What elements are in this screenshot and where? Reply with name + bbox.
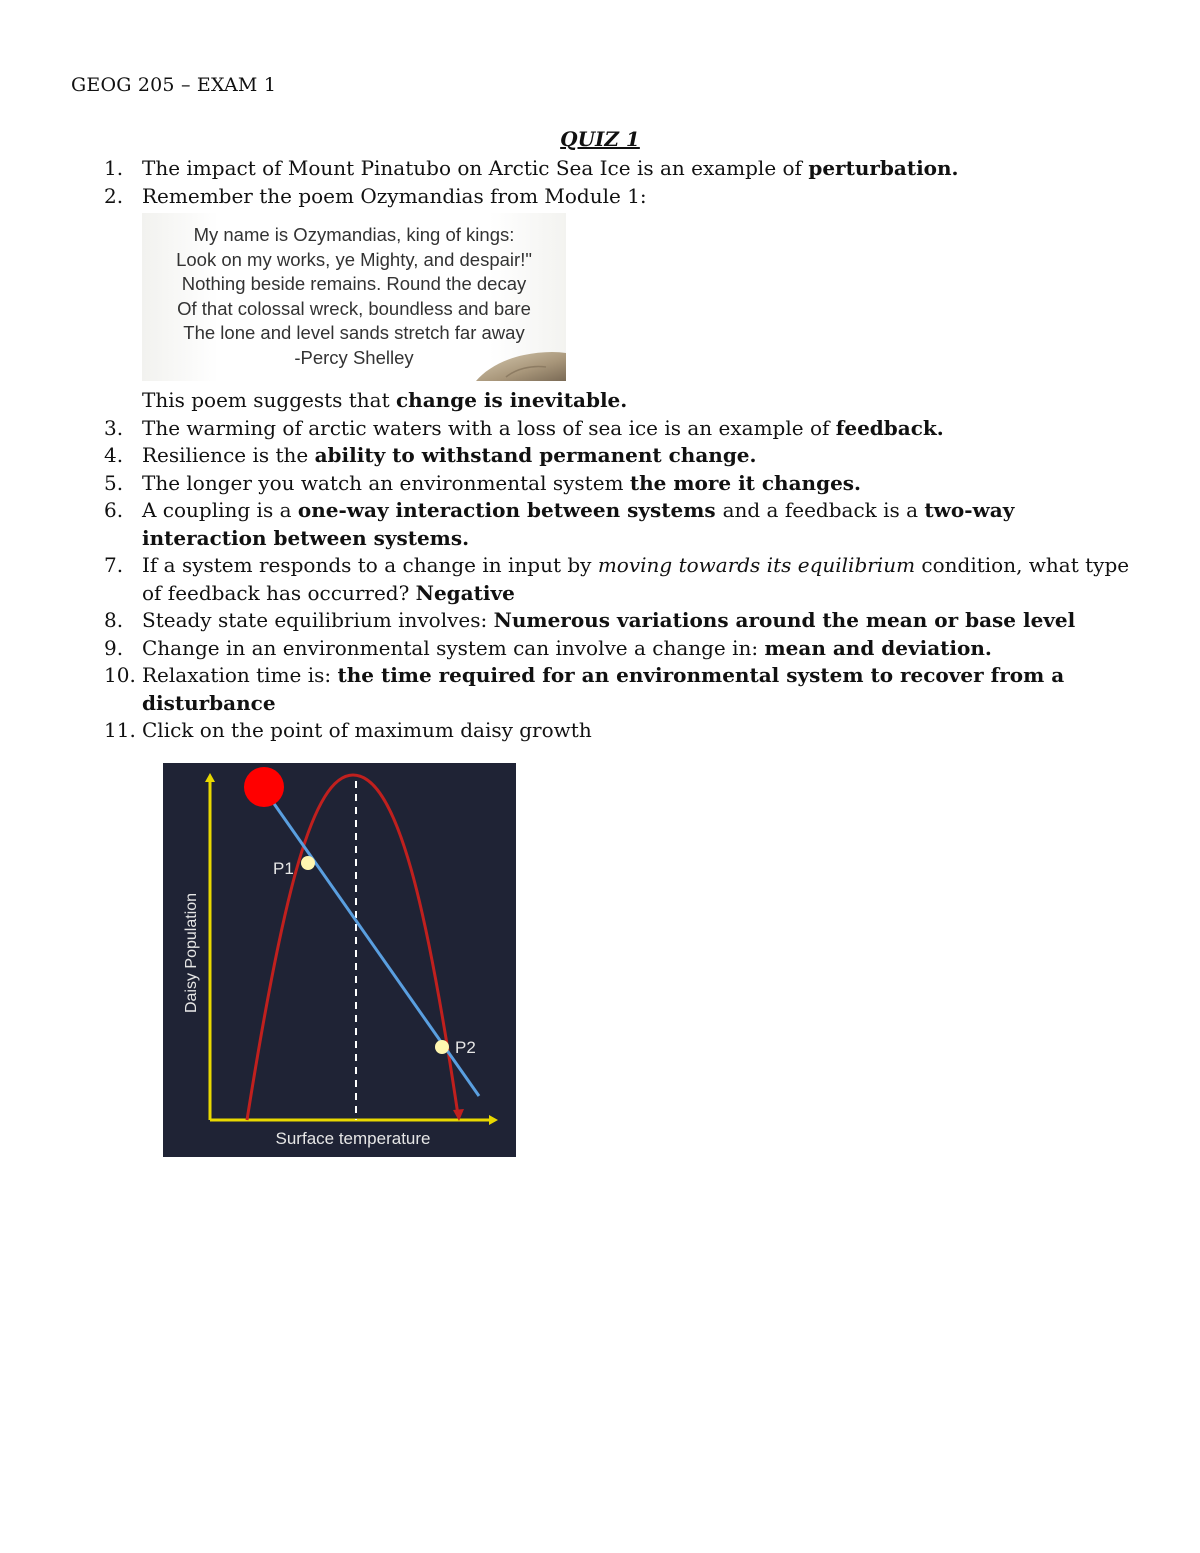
question-number: 10. (104, 663, 136, 687)
question-number: 7. (104, 553, 124, 577)
daisy-chart[interactable] (163, 763, 516, 1157)
question-5 (104, 470, 1144, 498)
question-4 (104, 442, 1144, 470)
question-text: Steady state equilibrium involves: (142, 608, 494, 632)
question-10 (104, 662, 1144, 717)
answer-text: one-way interaction between systems (297, 498, 723, 522)
answer-text: two-way interaction between systems. (142, 498, 1015, 550)
point-p1-label: P1 (273, 859, 294, 878)
quiz-title: QUIZ 1 (560, 127, 640, 151)
chart-background (163, 763, 516, 1157)
y-axis-label: Daisy Population (183, 892, 200, 1014)
poem-image (142, 213, 566, 381)
poem-line: Of that colossal wreck, boundless and bare (177, 297, 531, 319)
answer-text: feedback. (835, 415, 944, 440)
point-p2[interactable] (435, 1040, 449, 1054)
answer-text: the time required for an environmental system to recover from a disturbance (142, 663, 1065, 715)
daisy-chart-svg (163, 763, 516, 1157)
poem-line: My name is Ozymandias, king of kings: (193, 224, 515, 245)
question-number: 1. (104, 156, 124, 180)
question-number: 2. (104, 183, 124, 208)
question-text: The impact of Mount Pinatubo on Arctic Sea Ice is an example of (142, 156, 809, 180)
question-11 (104, 717, 1144, 745)
question-text: Click on the point of maximum daisy growth (142, 718, 592, 742)
selected-point-marker[interactable] (244, 767, 284, 807)
x-axis-label: Surface temperature (275, 1129, 431, 1148)
question-text: Resilience is the (142, 443, 315, 467)
question-8 (104, 607, 1144, 635)
question-text: The warming of arctic waters with a loss of sea ice is an example of (142, 415, 836, 440)
answer-text: Numerous variations around the mean or base level (493, 608, 1076, 632)
question-number: 8. (104, 608, 124, 632)
answer-text: Negative (415, 580, 515, 605)
question-number: 5. (104, 470, 124, 495)
point-p1[interactable] (301, 856, 315, 870)
question-text: The longer you watch an environmental system (142, 470, 630, 495)
question-number: 6. (104, 498, 124, 522)
answer-text: mean and deviation. (764, 635, 992, 660)
answer-text: the more it changes. (629, 470, 862, 495)
answer-text: ability to withstand permanent change. (314, 443, 757, 467)
question-2 (104, 183, 1144, 211)
emphasis-text: moving towards its equilibrium (597, 553, 916, 577)
question-7 (104, 552, 1144, 607)
question-text: This poem suggests that (142, 388, 396, 412)
question-text: Change in an environmental system can involve a change in: (142, 635, 765, 660)
page-header: GEOG 205 – EXAM 1 (71, 74, 277, 96)
question-number: 3. (104, 415, 124, 440)
poem-line: Look on my works, ye Mighty, and despair!" (176, 248, 532, 270)
question-2-answer (104, 387, 1144, 415)
question-text: If a system responds to a change in input by (142, 553, 598, 577)
answer-text: change is inevitable. (395, 388, 628, 412)
question-1 (104, 155, 1144, 183)
question-6 (104, 497, 1144, 552)
poem-line: Nothing beside remains. Round the decay (181, 273, 527, 294)
question-3 (104, 415, 1144, 443)
rock-illustration (476, 347, 566, 381)
poem-author: -Percy Shelley (294, 346, 414, 368)
question-text: Relaxation time is: (142, 663, 338, 687)
question-number: 4. (104, 443, 124, 467)
question-text: A coupling is a (142, 498, 298, 522)
point-p2-label: P2 (455, 1038, 476, 1057)
question-text: condition, what type of feedback has occurred? (142, 553, 1130, 605)
question-number: 11. (104, 718, 136, 742)
question-text: Remember the poem Ozymandias from Module 1: (142, 183, 647, 208)
poem-line: The lone and level sands stretch far away (183, 322, 525, 343)
answer-text: perturbation. (808, 156, 959, 180)
question-9 (104, 635, 1144, 663)
question-text: and a feedback is a (722, 498, 925, 522)
question-list (104, 155, 1144, 745)
question-number: 9. (104, 635, 124, 660)
